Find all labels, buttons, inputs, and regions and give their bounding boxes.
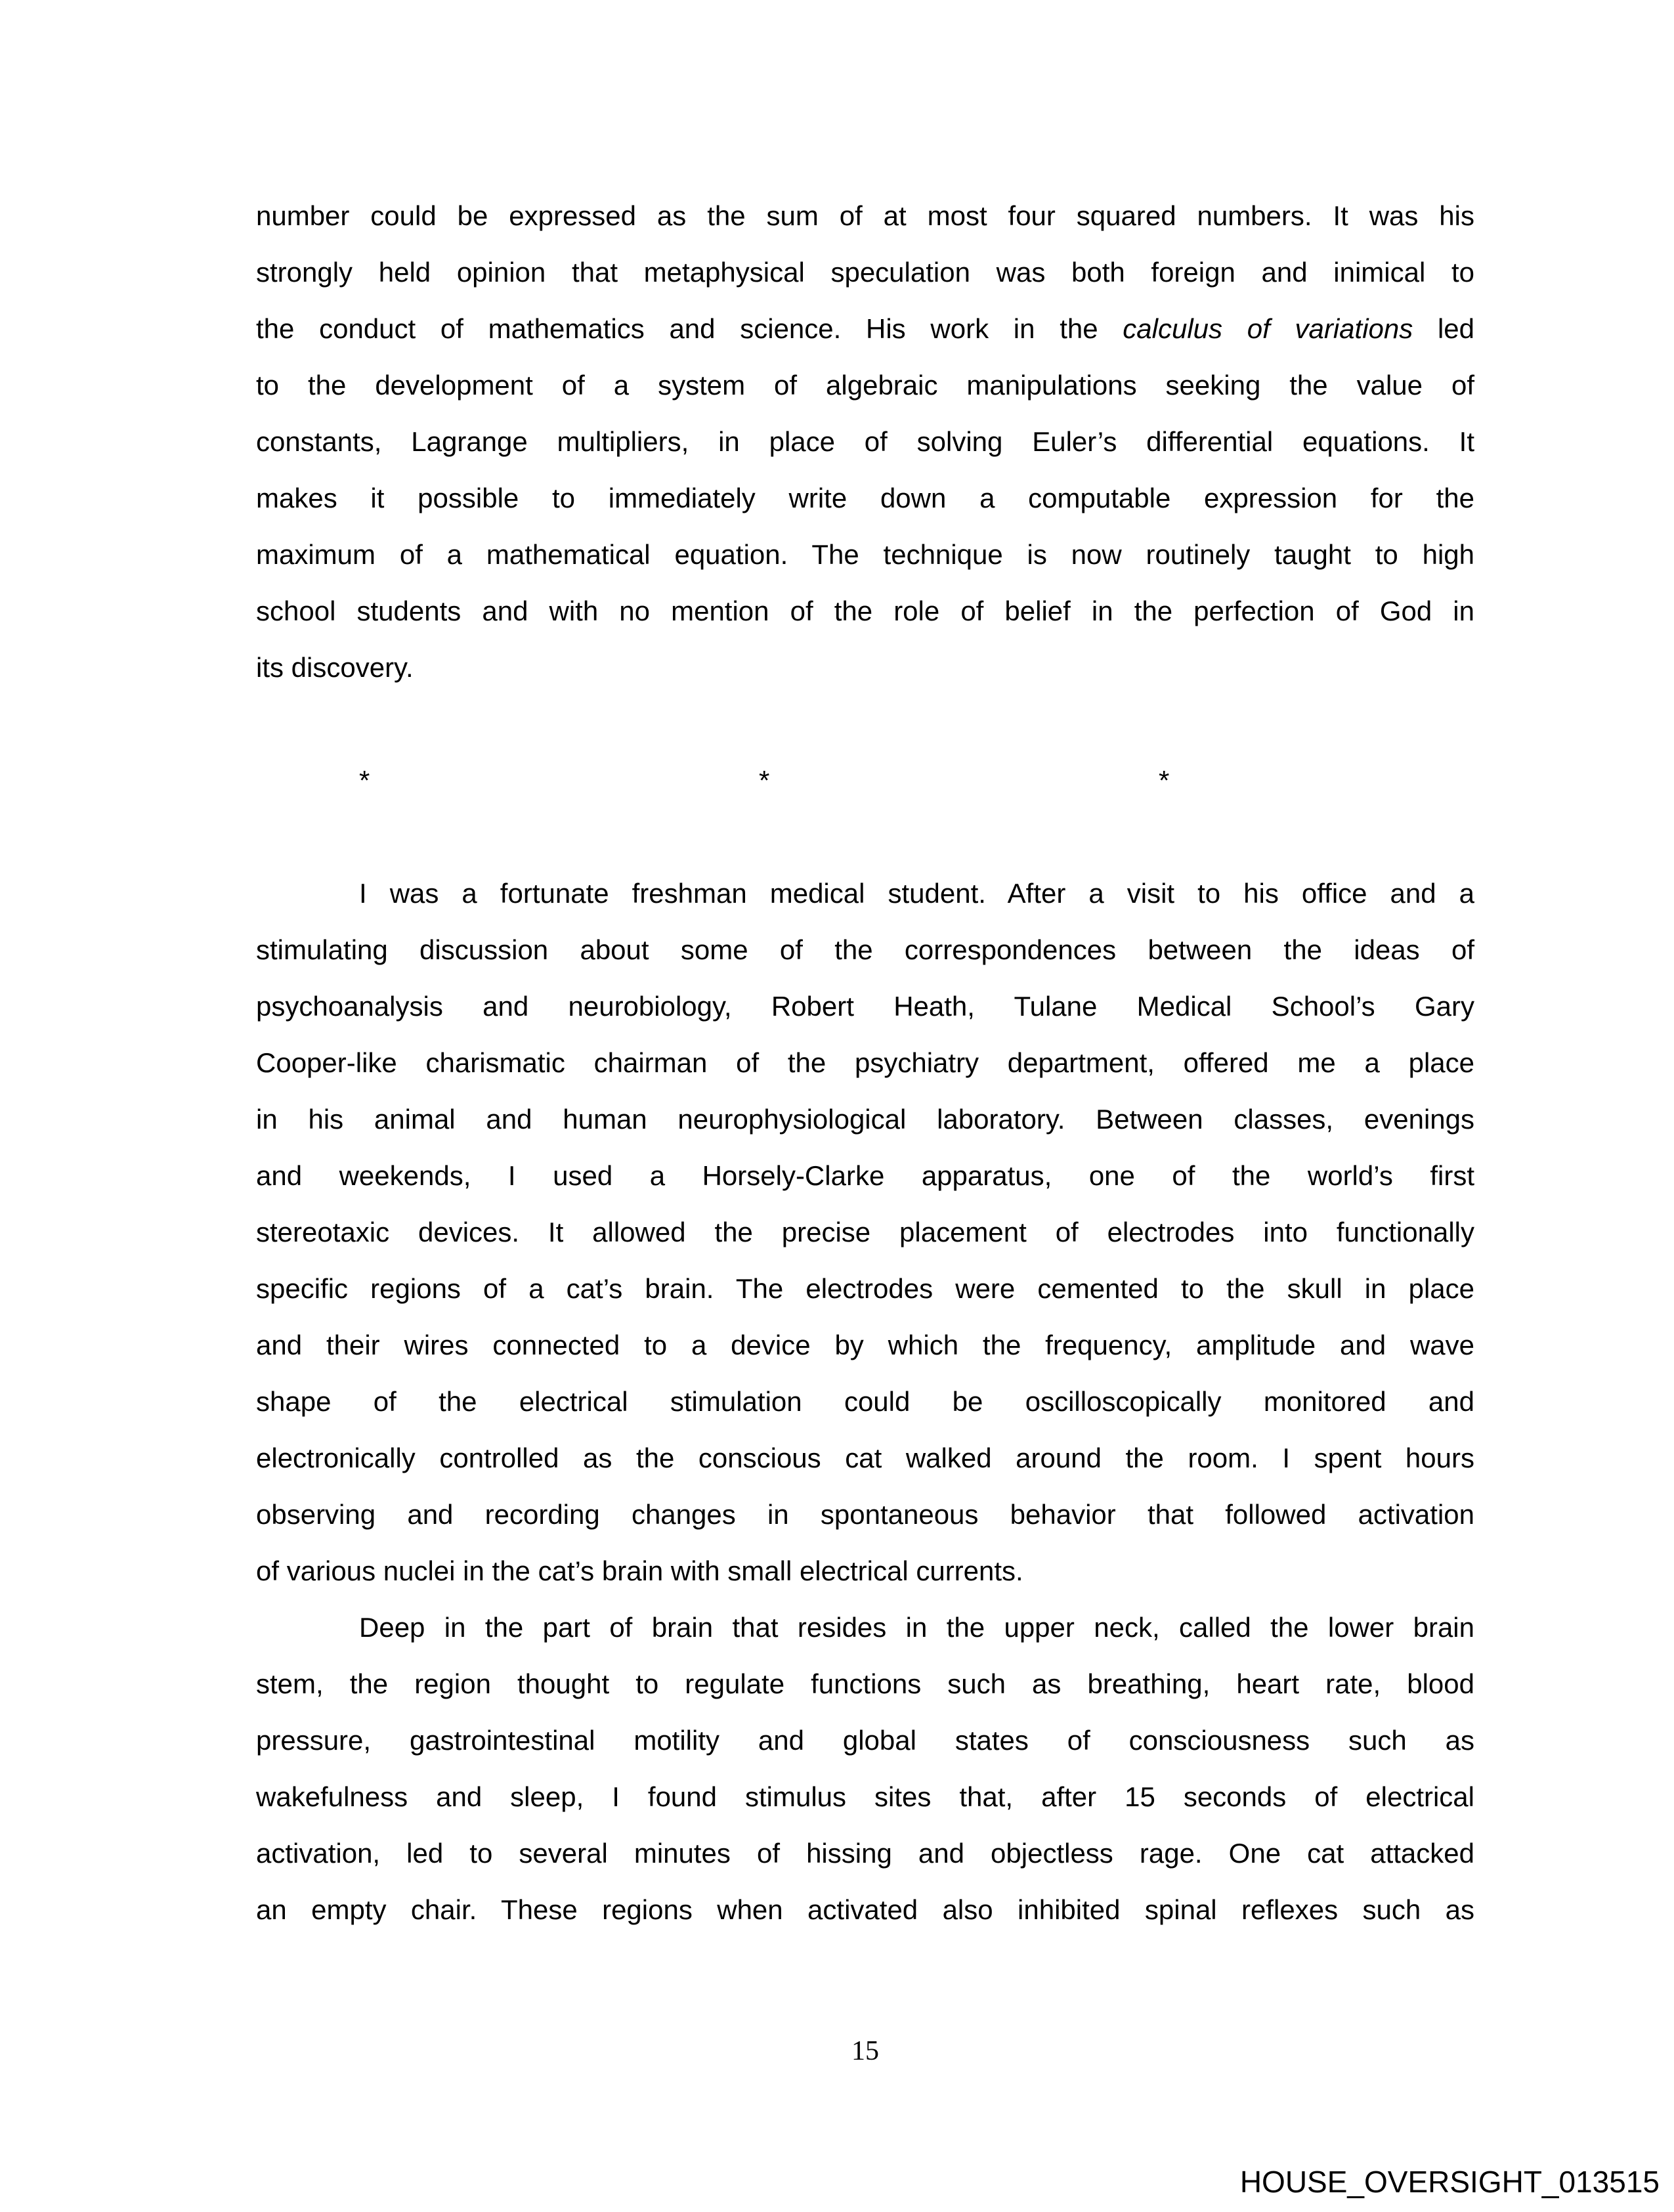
text-line: [256, 1825, 1474, 1882]
text-line: [256, 978, 1474, 1035]
text-line: [256, 1374, 1474, 1430]
text-line: [256, 244, 1474, 301]
text-line: [256, 1486, 1474, 1543]
body-text: Cooper-like charismatic chairman of the psychiatry department, offered me a place: [256, 1047, 1474, 1078]
body-text: pressure, gastrointestinal motility and global states of consciousness such as: [256, 1725, 1474, 1756]
body-text: stereotaxic devices. It allowed the precise placement of electrodes into functionally: [256, 1217, 1474, 1247]
text-line: [256, 188, 1474, 244]
text-line: [256, 1712, 1474, 1769]
body-text: maximum of a mathematical equation. The technique is now routinely taught to high: [256, 539, 1474, 570]
text-line: [256, 1148, 1474, 1204]
body-text: electronically controlled as the conscious cat walked around the room. I spent hours: [256, 1442, 1474, 1473]
page-text-block: [256, 188, 1474, 1938]
body-text: led: [1413, 313, 1475, 344]
body-text: constants, Lagrange multipliers, in place of solving Euler’s differential equations. It: [256, 426, 1474, 457]
text-line: [256, 1204, 1474, 1261]
body-text: activation, led to several minutes of hissing and objectless rage. One cat attacked: [256, 1838, 1474, 1869]
body-text: I was a fortunate freshman medical student. After a visit to his office and a: [359, 878, 1474, 909]
text-line: [256, 527, 1474, 583]
body-text: wakefulness and sleep, I found stimulus sites that, after 15 seconds of electrical: [256, 1781, 1474, 1812]
body-text: Deep in the part of brain that resides in the upper neck, called the lower brain: [359, 1612, 1474, 1643]
text-line: [256, 1882, 1474, 1938]
blank-line: [256, 696, 1474, 752]
paragraph: [256, 865, 1474, 1599]
bates-stamp: HOUSE_OVERSIGHT_013515: [1239, 2165, 1660, 2199]
body-text: stem, the region thought to regulate functions such as breathing, heart rate, blood: [256, 1668, 1474, 1699]
text-line: [256, 865, 1474, 922]
body-text: and weekends, I used a Horsely-Clarke apparatus, one of the world’s first: [256, 1160, 1474, 1191]
body-text: psychoanalysis and neurobiology, Robert Heath, Tulane Medical School’s Gary: [256, 991, 1474, 1022]
page-number: 15: [851, 2036, 879, 2066]
text-line: [256, 1656, 1474, 1712]
body-text: number could be expressed as the sum of at most four squared numbers. It was his: [256, 200, 1474, 231]
text-line: [256, 470, 1474, 527]
paragraph: [256, 188, 1474, 696]
body-text: the conduct of mathematics and science. His work in the: [256, 313, 1123, 344]
text-line: [256, 1769, 1474, 1825]
separator-asterisk: *: [759, 765, 770, 796]
text-line: [256, 414, 1474, 470]
text-line: [256, 640, 1474, 696]
body-text: strongly held opinion that metaphysical speculation was both foreign and inimical to: [256, 257, 1474, 288]
text-line: [256, 1317, 1474, 1374]
separator-asterisk: *: [1159, 765, 1170, 796]
body-text: observing and recording changes in spontaneous behavior that followed activation: [256, 1499, 1474, 1530]
body-text: stimulating discussion about some of the correspondences between the ideas of: [256, 934, 1474, 965]
text-line: [256, 1035, 1474, 1091]
body-text: shape of the electrical stimulation could be oscilloscopically monitored and: [256, 1386, 1474, 1417]
text-line: [256, 301, 1474, 357]
body-text: to the development of a system of algebraic manipulations seeking the value of: [256, 370, 1474, 401]
text-line: [256, 1430, 1474, 1486]
paragraph: [256, 1599, 1474, 1938]
text-line: [256, 922, 1474, 978]
text-line: [256, 1543, 1474, 1599]
section-separator: [256, 752, 1474, 809]
body-text: in his animal and human neurophysiological laboratory. Between classes, evenings: [256, 1104, 1474, 1135]
separator-asterisk: *: [359, 765, 370, 796]
text-line: [256, 1261, 1474, 1317]
body-text: and their wires connected to a device by which the frequency, amplitude and wave: [256, 1330, 1474, 1360]
italic-text: calculus of variations: [1123, 313, 1413, 344]
text-line: [256, 583, 1474, 640]
body-text: its discovery.: [256, 652, 414, 683]
body-text: makes it possible to immediately write down a computable expression for the: [256, 483, 1474, 513]
body-text: an empty chair. These regions when activated also inhibited spinal reflexes such as: [256, 1894, 1474, 1925]
body-text: specific regions of a cat’s brain. The electrodes were cemented to the skull in place: [256, 1273, 1474, 1304]
body-text: of various nuclei in the cat’s brain with small electrical currents.: [256, 1555, 1023, 1586]
text-line: [256, 357, 1474, 414]
text-line: [256, 1091, 1474, 1148]
text-line: [256, 1599, 1474, 1656]
blank-line: [256, 809, 1474, 865]
body-text: school students and with no mention of the role of belief in the perfection of God in: [256, 596, 1474, 626]
